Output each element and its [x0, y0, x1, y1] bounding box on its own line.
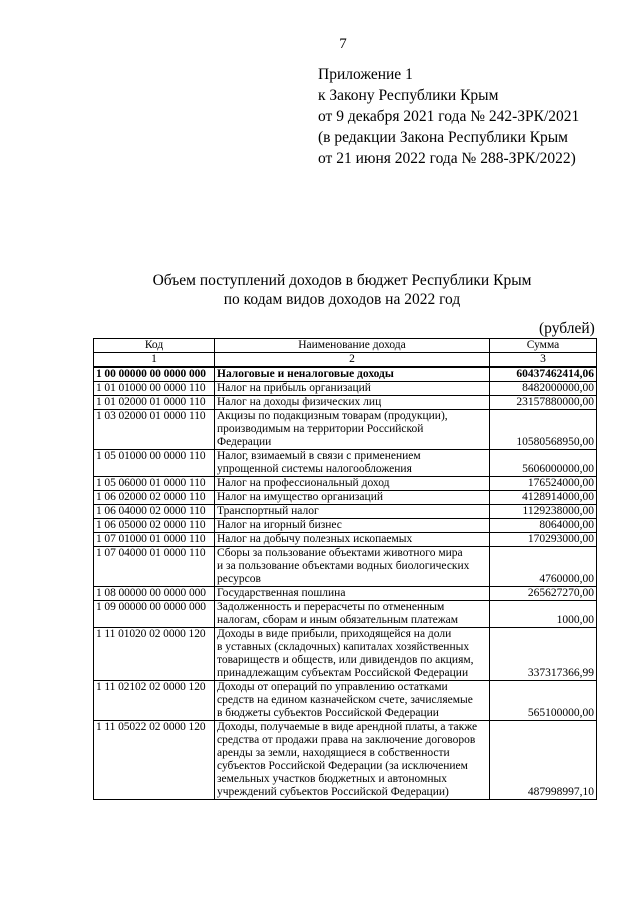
table-row: [94, 601, 597, 628]
row-name: [215, 601, 490, 628]
title-line: Объем поступлений доходов в бюджет Республики Крым: [152, 272, 532, 289]
revenue-table: [93, 338, 597, 800]
table-row: [94, 410, 597, 450]
table-body: [94, 367, 597, 800]
row-name-line: Акцизы по подакцизным товарам (продукции),: [217, 410, 448, 422]
row-name: [215, 547, 490, 587]
row-code: 1 09 00000 00 0000 000: [94, 601, 215, 628]
row-code: 1 00 00000 00 0000 000: [94, 367, 215, 382]
row-code: 1 11 01020 02 0000 120: [94, 628, 215, 681]
row-name-line: Транспортный налог: [217, 505, 319, 517]
row-sum: 10580568950,00: [490, 410, 597, 450]
row-name: [215, 628, 490, 681]
row-code: 1 07 01000 01 0000 110: [94, 533, 215, 547]
row-name-line: ресурсов: [217, 573, 261, 585]
page-number: 7: [339, 36, 347, 52]
row-code: 1 06 02000 02 0000 110: [94, 491, 215, 505]
row-name-line: налогам, сборам и иным обязательным платежам: [217, 614, 459, 626]
appendix-line: от 21 июня 2022 года № 288-ЗРК/2022): [318, 150, 576, 167]
row-name-line: субъектов Российской Федерации (за исключением: [217, 760, 468, 772]
row-sum: 487998997,10: [490, 721, 597, 800]
row-name-line: принадлежащим субъектам Российской Федерации: [217, 667, 469, 679]
row-name: [215, 477, 490, 491]
table-row: [94, 681, 597, 721]
row-name: [215, 396, 490, 410]
row-name-line: Налог, взимаемый в связи с применением: [217, 450, 421, 462]
row-name-line: Сборы за пользование объектами животного мира: [217, 547, 463, 559]
row-sum: 176524000,00: [490, 477, 597, 491]
row-code: 1 11 05022 02 0000 120: [94, 721, 215, 800]
appendix-line: от 9 декабря 2021 года № 242-ЗРК/2021: [318, 108, 580, 125]
row-name-line: и за пользование объектами водных биологических: [217, 560, 470, 572]
row-sum: 337317366,99: [490, 628, 597, 681]
table-row: [94, 547, 597, 587]
appendix-block: [318, 64, 579, 169]
row-name: [215, 505, 490, 519]
row-name-line: производимым на территории Российской: [217, 423, 424, 435]
row-sum: 565100000,00: [490, 681, 597, 721]
row-sum: 5606000000,00: [490, 450, 597, 477]
row-name-line: средства от продажи права на заключение договоров: [217, 734, 476, 746]
row-code: 1 05 06000 01 0000 110: [94, 477, 215, 491]
table-row: [94, 721, 597, 800]
row-name: [215, 450, 490, 477]
row-code: 1 03 02000 01 0000 110: [94, 410, 215, 450]
row-name-line: Доходы от операций по управлению остатками: [217, 681, 448, 693]
row-name: [215, 681, 490, 721]
row-name-line: Налог на прибыль организаций: [217, 382, 371, 394]
row-name-line: в бюджеты субъектов Российской Федерации: [217, 707, 439, 719]
row-sum: 265627270,00: [490, 587, 597, 601]
appendix-line: Приложение 1: [318, 66, 413, 83]
header-name: Наименование дохода: [215, 339, 490, 353]
row-name-line: Налог на добычу полезных ископаемых: [217, 533, 413, 545]
row-name: [215, 533, 490, 547]
row-name-line: в уставных (складочных) капиталах хозяйственных: [217, 641, 470, 653]
table-row: [94, 450, 597, 477]
column-number: 3: [490, 353, 597, 368]
row-name-line: Задолженность и перерасчеты по отмененным: [217, 601, 445, 613]
row-name-line: упрощенной системы налогообложения: [217, 463, 412, 475]
row-name-line: Налог на профессиональный доход: [217, 477, 390, 489]
row-name-line: Доходы в виде прибыли, приходящейся на доли: [217, 628, 452, 640]
column-number: 2: [215, 353, 490, 368]
row-code: 1 05 01000 00 0000 110: [94, 450, 215, 477]
column-number: 1: [94, 353, 215, 368]
row-sum: 170293000,00: [490, 533, 597, 547]
row-sum: 8064000,00: [490, 519, 597, 533]
row-name: [215, 410, 490, 450]
row-code: 1 06 05000 02 0000 110: [94, 519, 215, 533]
row-name-line: Налог на игорный бизнес: [217, 519, 342, 531]
row-name: [215, 721, 490, 800]
row-name: [215, 382, 490, 396]
row-name-line: Налоговые и неналоговые доходы: [217, 368, 394, 380]
table-row: [94, 533, 597, 547]
unit-label: (рублей): [539, 320, 595, 337]
table-row: [94, 477, 597, 491]
row-sum: 1129238000,00: [490, 505, 597, 519]
row-sum: 4760000,00: [490, 547, 597, 587]
table-row: [94, 491, 597, 505]
appendix-line: (в редакции Закона Республики Крым: [318, 129, 568, 146]
row-name: [215, 367, 490, 382]
row-name-line: земельных участков бюджетных и автономных: [217, 773, 447, 785]
header-sum: Сумма: [490, 339, 597, 353]
row-sum: 1000,00: [490, 601, 597, 628]
table-row: [94, 628, 597, 681]
row-code: 1 07 04000 01 0000 110: [94, 547, 215, 587]
row-name-line: Доходы, получаемые в виде арендной платы, а также: [217, 721, 478, 733]
table-row: [94, 587, 597, 601]
row-sum: 60437462414,06: [490, 367, 597, 382]
header-code: Код: [94, 339, 215, 353]
table-row: [94, 367, 597, 382]
row-code: 1 11 02102 02 0000 120: [94, 681, 215, 721]
row-sum: 23157880000,00: [490, 396, 597, 410]
row-name: [215, 491, 490, 505]
row-name-line: Государственная пошлина: [217, 587, 346, 599]
appendix-line: к Закону Республики Крым: [318, 87, 499, 104]
row-name: [215, 519, 490, 533]
row-name-line: Налог на доходы физических лиц: [217, 396, 382, 408]
table-row: [94, 519, 597, 533]
header-row: [94, 339, 597, 353]
table-row: [94, 505, 597, 519]
row-name-line: Федерации: [217, 436, 272, 448]
row-code: 1 01 02000 01 0000 110: [94, 396, 215, 410]
title-line: по кодам видов доходов на 2022 год: [223, 291, 461, 308]
column-number-row: [94, 353, 597, 368]
row-code: 1 06 04000 02 0000 110: [94, 505, 215, 519]
row-code: 1 08 00000 00 0000 000: [94, 587, 215, 601]
table-row: [94, 382, 597, 396]
table-row: [94, 396, 597, 410]
row-name-line: средств на едином казначейском счете, зачисляемые: [217, 694, 473, 706]
row-sum: 8482000000,00: [490, 382, 597, 396]
row-name-line: товариществ и обществ, или дивидендов по акциям,: [217, 654, 474, 666]
row-code: 1 01 01000 00 0000 110: [94, 382, 215, 396]
row-name-line: Налог на имущество организаций: [217, 491, 383, 503]
document-title: [90, 271, 594, 309]
row-sum: 4128914000,00: [490, 491, 597, 505]
row-name-line: учреждений субъектов Российской Федерации): [217, 786, 449, 798]
row-name-line: аренды за земли, находящиеся в собственности: [217, 747, 450, 759]
row-name: [215, 587, 490, 601]
